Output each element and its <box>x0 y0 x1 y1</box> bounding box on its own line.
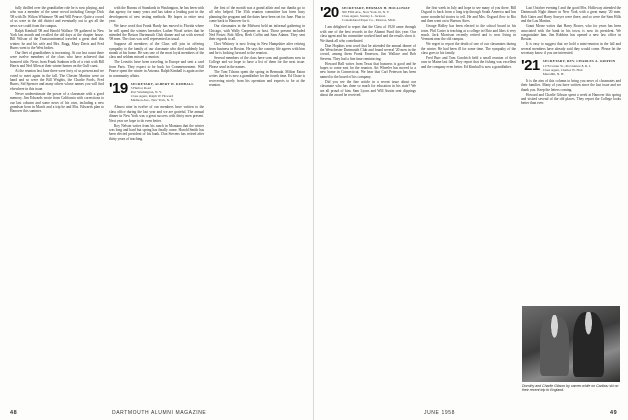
left-page-number: 48 <box>10 410 18 416</box>
class-secretary-block <box>342 6 410 22</box>
left-footer-title: DARTMOUTH ALUMNI MAGAZINE <box>112 410 207 416</box>
right-column-2 <box>421 6 516 404</box>
secretary-line: Class Agent, Charles W. Holt <box>542 67 583 72</box>
class-year: '20 <box>320 6 339 21</box>
class-year: '21 <box>521 57 540 75</box>
secretary-line: 1176 Center St., Providence 8, R. I. <box>542 63 591 68</box>
paragraph: Roy Nelson writes from his ranch in Montana that the winter was long and hard but spring has finally come. Harold Smith has been elected president of his bank. Don Stevens has retired after thirty years of teaching. <box>109 123 204 141</box>
secretary-line: Class Agent, Ralph W. Howard <box>130 94 174 99</box>
paragraph: Our fleet of grandfathers is increasing. At our last count there were twelve members of the class who have achieved that honored title. News from Frank Sanborn tells of a visit with Bill Harris and Ned Allen at their winter homes on the Gulf coast. <box>10 51 104 69</box>
paragraph: the first of the month was a grand affair and our thanks go to all who helped. The 35th reunion committee has been busy planning the program and the dates have been set for June. Plan to come back to Hanover for it. <box>209 6 305 24</box>
secretary-name: SECRETARY, HERMAN H. HOLLOWAY <box>341 6 411 10</box>
paragraph: Our classmates in the Midwest held an informal gathering in Chicago, with Wally Carpenter as host. Those present included Ned Foster, Bob Allen, Herb Coffin and Sam Adams. They sent their regards to all. <box>209 24 305 42</box>
paragraph: Ralph Kimball '08 and Harold Wallace '09 gathered in New York last month and recalled the old days at the chapter house. Bill Wilson of the Transcontinental traveled a great deal this winter; he and his wife and Mrs. Rugg, Mary Davis and Fred Burns went to the West Indies. <box>10 28 104 51</box>
paragraph: Last October evening I and the good Mrs. Holloway attended the Dartmouth Night dinner in New York with a great many '20 men. Bob Gates and Harry Sawyer were there, and so were the Sam Hills and the Lou Martins. <box>521 6 621 24</box>
class-year: '19 <box>109 80 128 97</box>
left-column-3 <box>209 6 305 404</box>
secretary-name: SECRETARY, ALBERT W. KIMBALL <box>130 82 194 86</box>
person-figure <box>573 312 604 377</box>
paragraph: Suppose all members of the Class will join in offering sympathy to the family of our classmate who died suddenly last month at his home. He was one of the most loyal members of the class and seldom missed a reunion. <box>109 42 204 60</box>
class-heading-19 <box>109 82 204 102</box>
class-heading-21 <box>521 59 621 75</box>
paragraph: Howard and Charlie Gibson spent a week at Hanover this spring and visited several of the old places. They report the College looks better than ever. <box>521 92 621 106</box>
class-photo <box>522 306 620 382</box>
right-page-number: 49 <box>610 410 618 416</box>
secretary-line: Madison Ave., New York, N. Y. <box>130 98 174 103</box>
right-page <box>314 0 628 420</box>
paragraph: The Tom Tilsons spent the spring in Bermuda. Milton Eaton writes that he is now a grandfather for the fourth time. Ed Chase is recovering nicely from his operation and expects to be at the reunion. <box>209 69 305 87</box>
paragraph: Did you see the fine article in a recent issue about our classmate who has done so much for education in his state? We are all proud of him. Sam Lyons and Will Austin sent clippings about the award he received. <box>320 79 416 97</box>
paragraph: Fred Burr and Tom Goodrich held a small reunion of their own in Maine last fall. They report that the fishing was excellent and the company even better. Ed Kimball is now a grandfather. <box>421 55 516 69</box>
right-column-3 <box>521 6 621 302</box>
paragraph: It is the aim of this column to bring you news of classmates and their families. Many of you have written since the last issue and we thank you. Keep the letters coming. <box>521 78 621 92</box>
left-column-2 <box>109 6 204 404</box>
paragraph: with the Bureau of Standards in Washington, he has been with that agency for many years and has taken a leading part in the development of new testing methods. He hopes to retire next year. <box>109 6 204 24</box>
photo-caption: Dorothy and Charlie Gibson by cameo while on Caribou ski on their recent trip to England. <box>522 384 619 393</box>
paragraph: We regret to report the death of one of our classmates during the winter. He had been ill for some time. The sympathy of the class goes to his family. <box>421 42 516 56</box>
secretary-line: Consolidated Paper Co., Monroe, Mich. <box>341 18 397 23</box>
right-footer-title: JUNE 1958 <box>424 410 455 416</box>
paragraph: George Ridley has been elected to the school board in his town. Phil Carter is teaching at a college in Ohio and likes it very much. Jack Morrison recently retired and is now living in Vermont near the old campus. <box>421 24 516 42</box>
person-figure <box>540 315 569 376</box>
secretary-line: 3 Harbor Road <box>130 86 151 91</box>
class-secretary-block <box>131 82 194 102</box>
paragraph: fully thrilled over the grandfather role he is now playing, and who was a member of the same crowd including George Dick '08 with Dr. Wilton Whitmore '06 and Will Pearce. Quite a crowd of us were in the old district and eventually out to get all the news we could from the campus. <box>10 6 104 28</box>
left-column-1 <box>10 6 104 404</box>
paragraph: At the reunion last June there were forty of us present and we voted to meet again in the fall. The Chester Martins were on hand and so were the Bill Wrights, the Charlie Fords, Fred Burns, Sid Spencer and many others whose names you will find elsewhere in this issue. <box>10 69 104 91</box>
secretary-line: Meredith, N. H. <box>542 71 565 76</box>
paragraph: Never underestimate the power of a classmate with a good memory. Jim Edwards wrote from California with corrections to our last column and some news of his own, including a new grandson born in March and a trip he and Mrs. Edwards plan to Hanover this summer. <box>10 91 104 114</box>
paragraph: We have word that Frank Hardy has moved to Florida where he will spend the winters hereafter. Luther Wood writes that he attended the Boston Dartmouth Club dinner and sat with several '08 men. The class was well represented as usual. <box>109 24 204 42</box>
paragraph: It is easy to suggest that we hold a mini-reunion in the fall and several members have already said they would come. Please let the secretary know if you are interested. <box>521 42 621 56</box>
secretary-line: 300 Fifth Ave., New York 16, N. Y. <box>341 10 390 15</box>
paragraph: The Leavitts have been traveling in Europe and sent a card from Paris. They expect to be back for Commencement. Will Pearce spent the winter in Arizona. Ralph Kimball is again active in community affairs. <box>109 60 204 78</box>
secretary-line: Port Washington, N. Y. <box>130 90 162 95</box>
paragraph: Don Hopkins sent word that he attended the annual dinner of the Westchester Dartmouth Club and found several '20 men in the crowd, among them Frank Emerson, Jim Wallace and Bob Stevens. They had a fine time reminiscing. <box>320 43 416 61</box>
paragraph: Several members of the class have sons and grandsons now in College and we hope to have a list of them for the next issue. Please send in the names. <box>209 55 305 69</box>
paragraph: Almost nine in twelve of our members have written to the class office during the last year and we are grateful. The annual dinner in New York was a great success with thirty men present. Next year we hope to do even better. <box>109 105 204 123</box>
paragraph: I am delighted to report that the Class of 1920 came through with one of the best records in the Alumni Fund this year. Our class agent and his committee worked hard and the results show it. We thank all who contributed. <box>320 25 416 43</box>
secretary-name: SECRETARY, REV. CHARLES A. GRIFFIN <box>542 59 616 64</box>
secretary-line: Class Agent, Stanley L. Jackson <box>341 14 386 19</box>
class-heading-20 <box>320 6 416 22</box>
paragraph: Chet Whitney is now living in New Hampshire after retiring from business in Boston. He says the country life agrees with him and he is looking forward to the reunion. <box>209 42 305 56</box>
paragraph: the first week in July and hope to see many of you there. Bill Osgood is back from a long trip through South America and has some wonderful stories to tell. He and Mrs. Osgood flew to Rio and then went on to Buenos Aires. <box>421 6 516 24</box>
paragraph: Howard Hall writes from Texas that business is good and he hopes to come east for the reunion. Art Wheeler has moved to a new home in Connecticut. We hear that Carl Peterson has been named to the board of his company. <box>320 61 416 79</box>
right-column-1 <box>320 6 416 404</box>
paragraph: Grant Morse writes that Harry Bower, who for years has been associated with the bank in his town, is now its president. We congratulate him. Jim Robbins has opened a new law office in Boston. <box>521 24 621 42</box>
class-secretary-block <box>543 59 616 75</box>
